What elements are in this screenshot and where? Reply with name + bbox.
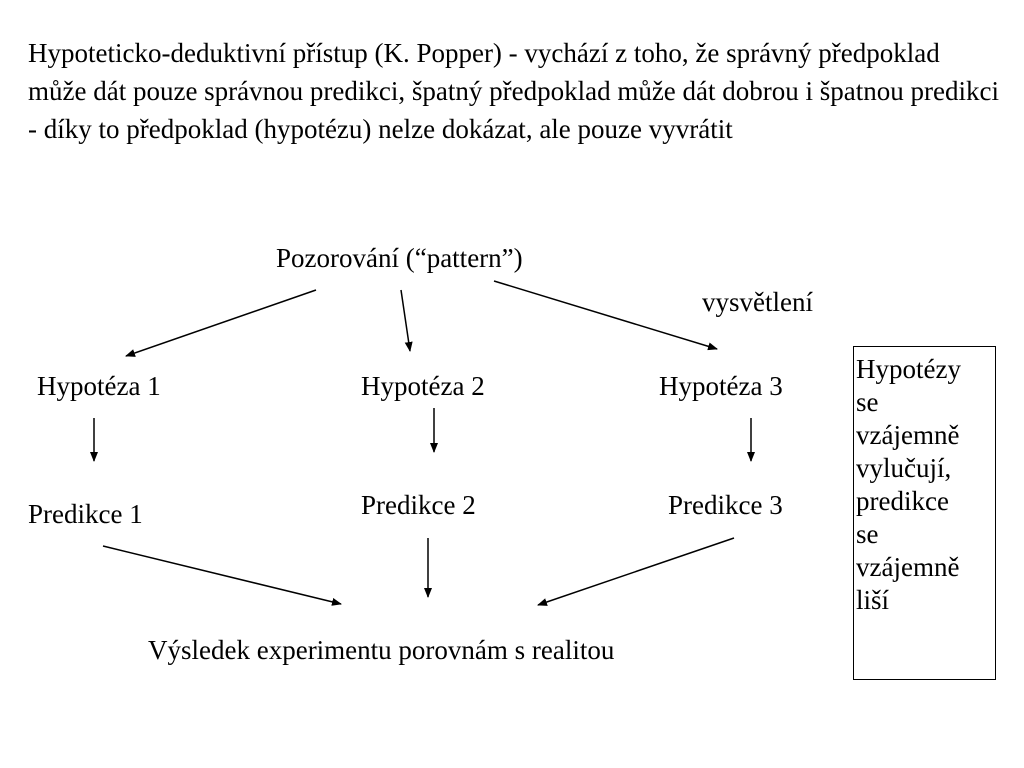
result-node: Výsledek experimentu porovnám s realitou [148, 635, 615, 665]
hypothesis-2-node: Hypotéza 2 [361, 371, 485, 401]
arrow-prediction-3-to-result [538, 538, 734, 605]
arrow-observation-to-hypothesis-2 [401, 290, 410, 351]
note-box: Hypotézy se vzájemně vylučují, predikce se vzájemně liší [853, 346, 996, 680]
hypothesis-3-node: Hypotéza 3 [659, 371, 783, 401]
prediction-2-node: Predikce 2 [361, 490, 476, 520]
hypothesis-1-node: Hypotéza 1 [37, 371, 161, 401]
prediction-3-node: Predikce 3 [668, 490, 783, 520]
arrow-observation-to-hypothesis-1 [126, 290, 316, 356]
observation-node: Pozorování (“pattern”) [276, 243, 523, 273]
arrow-prediction-1-to-result [103, 546, 341, 604]
explanation-label: vysvětlení [702, 287, 813, 317]
arrow-observation-to-hypothesis-3 [494, 281, 717, 349]
prediction-1-node: Predikce 1 [28, 499, 143, 529]
intro-text: Hypoteticko-deduktivní přístup (K. Popper) - vychází z toho, že správný předpoklad může dát pouze správnou predikci, špatný předpoklad může dát dobrou i špatnou predikci - díky to předpoklad (hypotézu) nelze dokázat, ale pouze vyvrátit [28, 38, 999, 144]
